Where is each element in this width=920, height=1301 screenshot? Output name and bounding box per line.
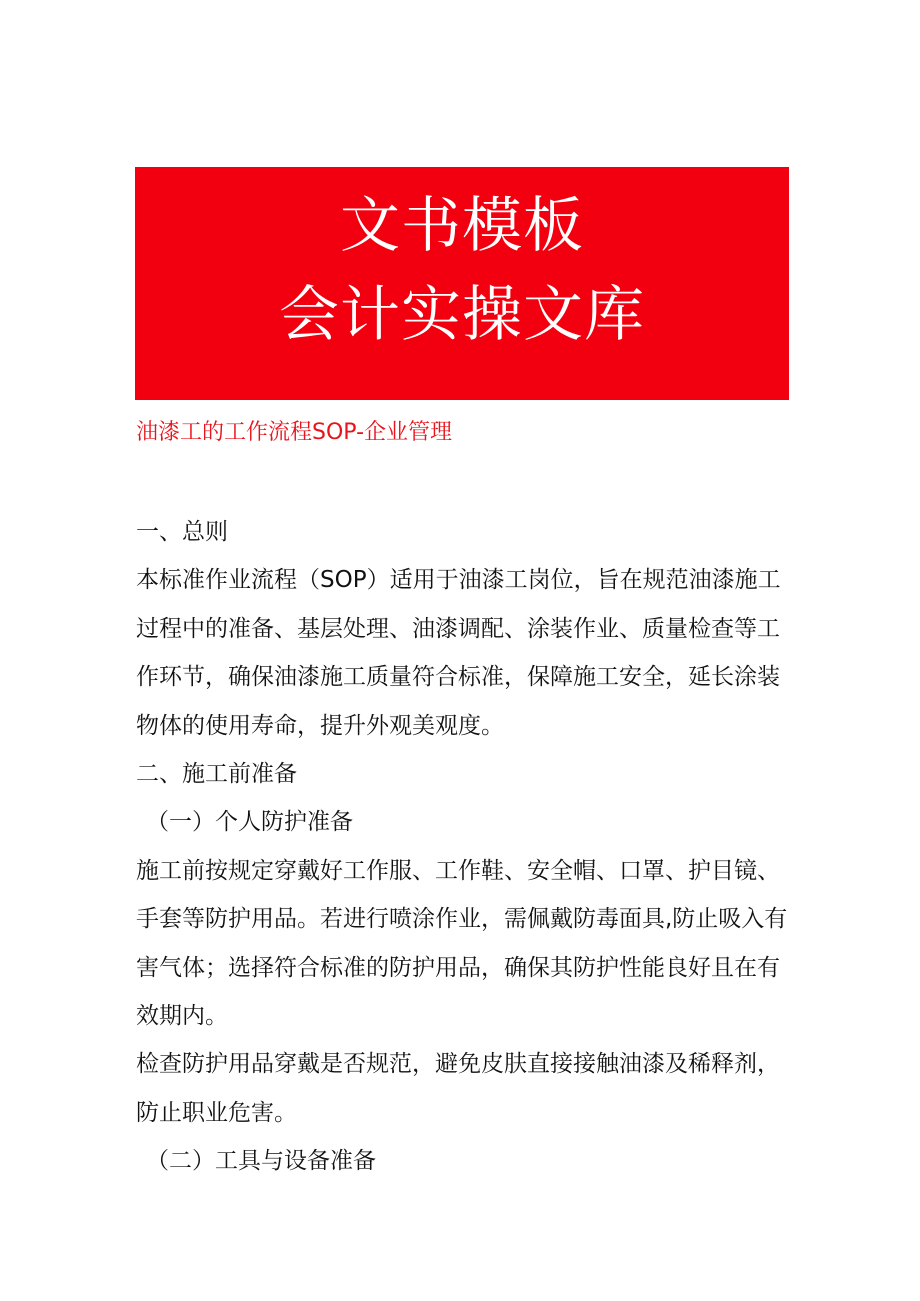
document-body: [136, 508, 796, 1185]
paragraph-line: 施工前按规定穿戴好工作服、工作鞋、安全帽、口罩、护目镜、: [136, 857, 780, 884]
paragraph-line: 本标准作业流程（SOP）适用于油漆工岗位，旨在规范油漆施工: [136, 567, 781, 594]
paragraph-line: 害气体；选择符合标准的防护用品，确保其防护性能良好且在有: [136, 954, 780, 981]
paragraph-line: 手套等防护用品。若进行喷涂作业，需佩戴防毒面具,防止吸入有: [136, 906, 788, 933]
paragraph-line: 检查防护用品穿戴是否规范，避免皮肤直接接触油漆及稀释剂，: [136, 1051, 780, 1078]
document-title: 油漆工的工作流程SOP-企业管理: [136, 420, 453, 445]
banner-title-line-1: 文书模板: [340, 191, 584, 261]
header-banner: [135, 167, 789, 400]
paragraph-line: 作环节，确保油漆施工质量符合标准，保障施工安全，延长涂装: [136, 664, 780, 691]
banner-title-line-2: 会计实操文库: [279, 280, 645, 350]
paragraph-line: 过程中的准备、基层处理、油漆调配、涂装作业、质量检查等工: [136, 615, 780, 642]
paragraph-line: 效期内。: [136, 1002, 228, 1029]
paragraph-line: 物体的使用寿命，提升外观美观度。: [136, 712, 504, 739]
section-heading: 一、总则: [136, 519, 228, 545]
section-heading: 二、施工前准备: [136, 760, 297, 787]
paragraph-line: 防止职业危害。: [136, 1099, 297, 1126]
subsection-heading: （一）个人防护准备: [146, 809, 353, 836]
subsection-heading: （二）工具与设备准备: [146, 1148, 376, 1175]
